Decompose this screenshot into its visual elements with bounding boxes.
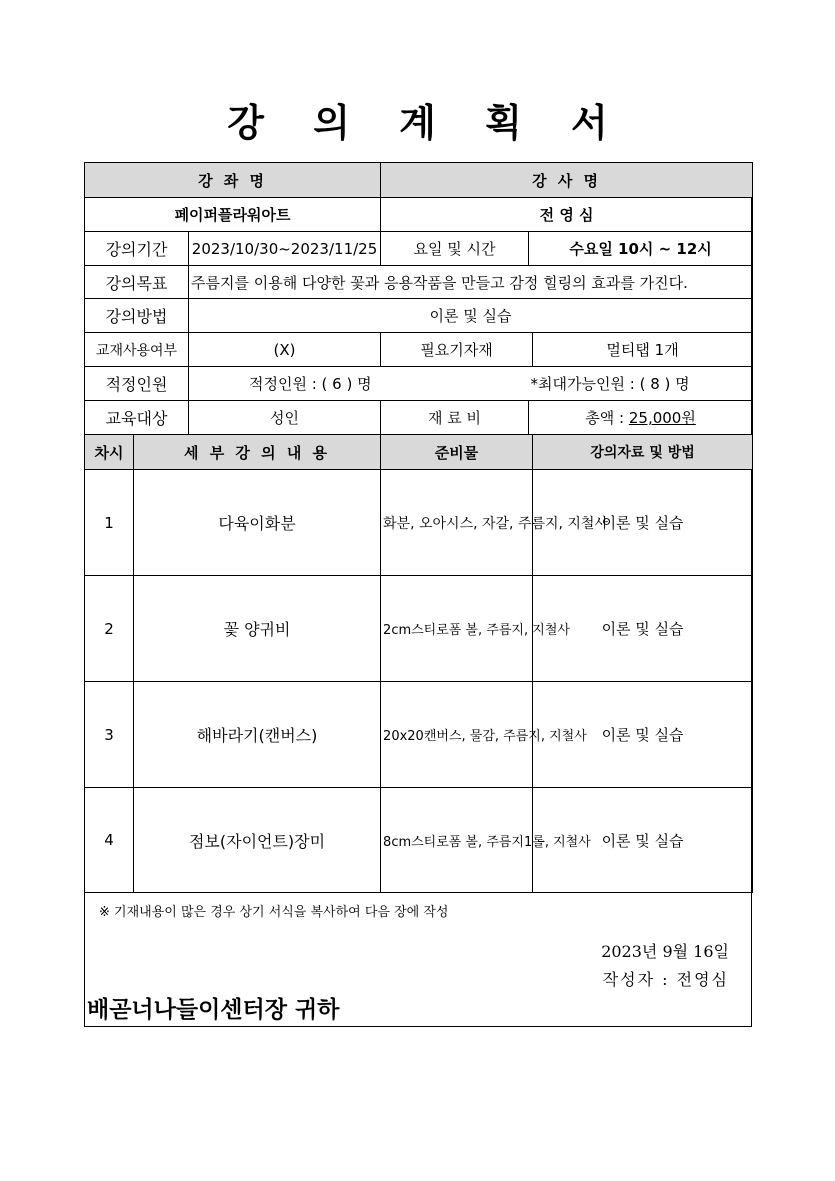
capacity-label: 적정인원 xyxy=(85,367,189,401)
goal-label: 강의목표 xyxy=(85,266,189,299)
lecture-plan-form xyxy=(84,162,752,1027)
textbook-label: 교재사용여부 xyxy=(85,333,189,367)
session-materials: 화분, 오아시스, 자갈, 주름지, 지철사 xyxy=(381,470,533,576)
session-row xyxy=(85,576,753,682)
session-method: 이론 및 실습 xyxy=(533,788,753,893)
target-value: 성인 xyxy=(189,401,381,435)
document-title: 강 의 계 획 서 xyxy=(227,101,626,145)
target-label: 교육대상 xyxy=(85,401,189,435)
written-date: 2023년 9월 16일 xyxy=(601,942,729,961)
session-content: 점보(자이언트)장미 xyxy=(134,788,381,893)
session-row xyxy=(85,682,753,788)
author: 작성자 : 전영심 xyxy=(602,970,729,989)
session-materials: 20x20캔버스, 물감, 주름지, 지철사 xyxy=(381,682,533,788)
period-value: 2023/10/30~2023/11/25 xyxy=(189,232,381,266)
instructor-value: 전 영 심 xyxy=(381,198,753,232)
session-content: 꽃 양귀비 xyxy=(134,576,381,682)
session-content-header: 세 부 강 의 내 용 xyxy=(134,435,381,470)
equipment-label: 필요기자재 xyxy=(381,333,533,367)
session-method: 이론 및 실습 xyxy=(533,470,753,576)
instructor-header: 강 사 명 xyxy=(381,163,753,198)
course-name-header: 강 좌 명 xyxy=(85,163,381,198)
course-name-value: 페이퍼플라워아트 xyxy=(85,198,381,232)
day-time-value: 수요일 10시 ~ 12시 xyxy=(529,232,753,266)
session-materials-header: 준비물 xyxy=(381,435,533,470)
session-no: 2 xyxy=(85,576,134,682)
capacity-value: 적정인원 : ( 6 ) 명 xyxy=(189,367,529,401)
textbook-value: (X) xyxy=(189,333,381,367)
max-capacity-value: *최대가능인원 : ( 8 ) 명 xyxy=(529,367,753,401)
goal-value: 주름지를 이용해 다양한 꽃과 응용작품을 만들고 감정 힐링의 효과를 가진다. xyxy=(189,266,753,299)
session-materials: 2cm스티로폼 볼, 주름지, 지철사 xyxy=(381,576,533,682)
session-method: 이론 및 실습 xyxy=(533,576,753,682)
session-no-header: 차시 xyxy=(85,435,134,470)
period-label: 강의기간 xyxy=(85,232,189,266)
method-label: 강의방법 xyxy=(85,299,189,333)
fee-prefix: 총액 : xyxy=(585,409,629,427)
day-time-label: 요일 및 시간 xyxy=(381,232,529,266)
session-row xyxy=(85,788,753,893)
equipment-value: 멀티탭 1개 xyxy=(533,333,753,367)
fee-amount: 25,000원 xyxy=(628,409,696,427)
method-value: 이론 및 실습 xyxy=(189,299,753,333)
lecture-plan-table xyxy=(84,162,753,893)
session-content: 해바라기(캔버스) xyxy=(134,682,381,788)
session-row xyxy=(85,470,753,576)
session-method: 이론 및 실습 xyxy=(533,682,753,788)
session-no: 4 xyxy=(85,788,134,893)
fee-value xyxy=(529,401,753,435)
session-method-header: 강의자료 및 방법 xyxy=(533,435,753,470)
session-no: 1 xyxy=(85,470,134,576)
recipient: 배곧너나들이센터장 귀하 xyxy=(87,997,340,1023)
session-content: 다육이화분 xyxy=(134,470,381,576)
session-materials: 8cm스티로폼 볼, 주름지1롤, 지철사 xyxy=(381,788,533,893)
fee-label: 재 료 비 xyxy=(381,401,529,435)
footer-note: ※ 기재내용이 많은 경우 상기 서식을 복사하여 다음 장에 작성 xyxy=(99,905,449,920)
session-no: 3 xyxy=(85,682,134,788)
